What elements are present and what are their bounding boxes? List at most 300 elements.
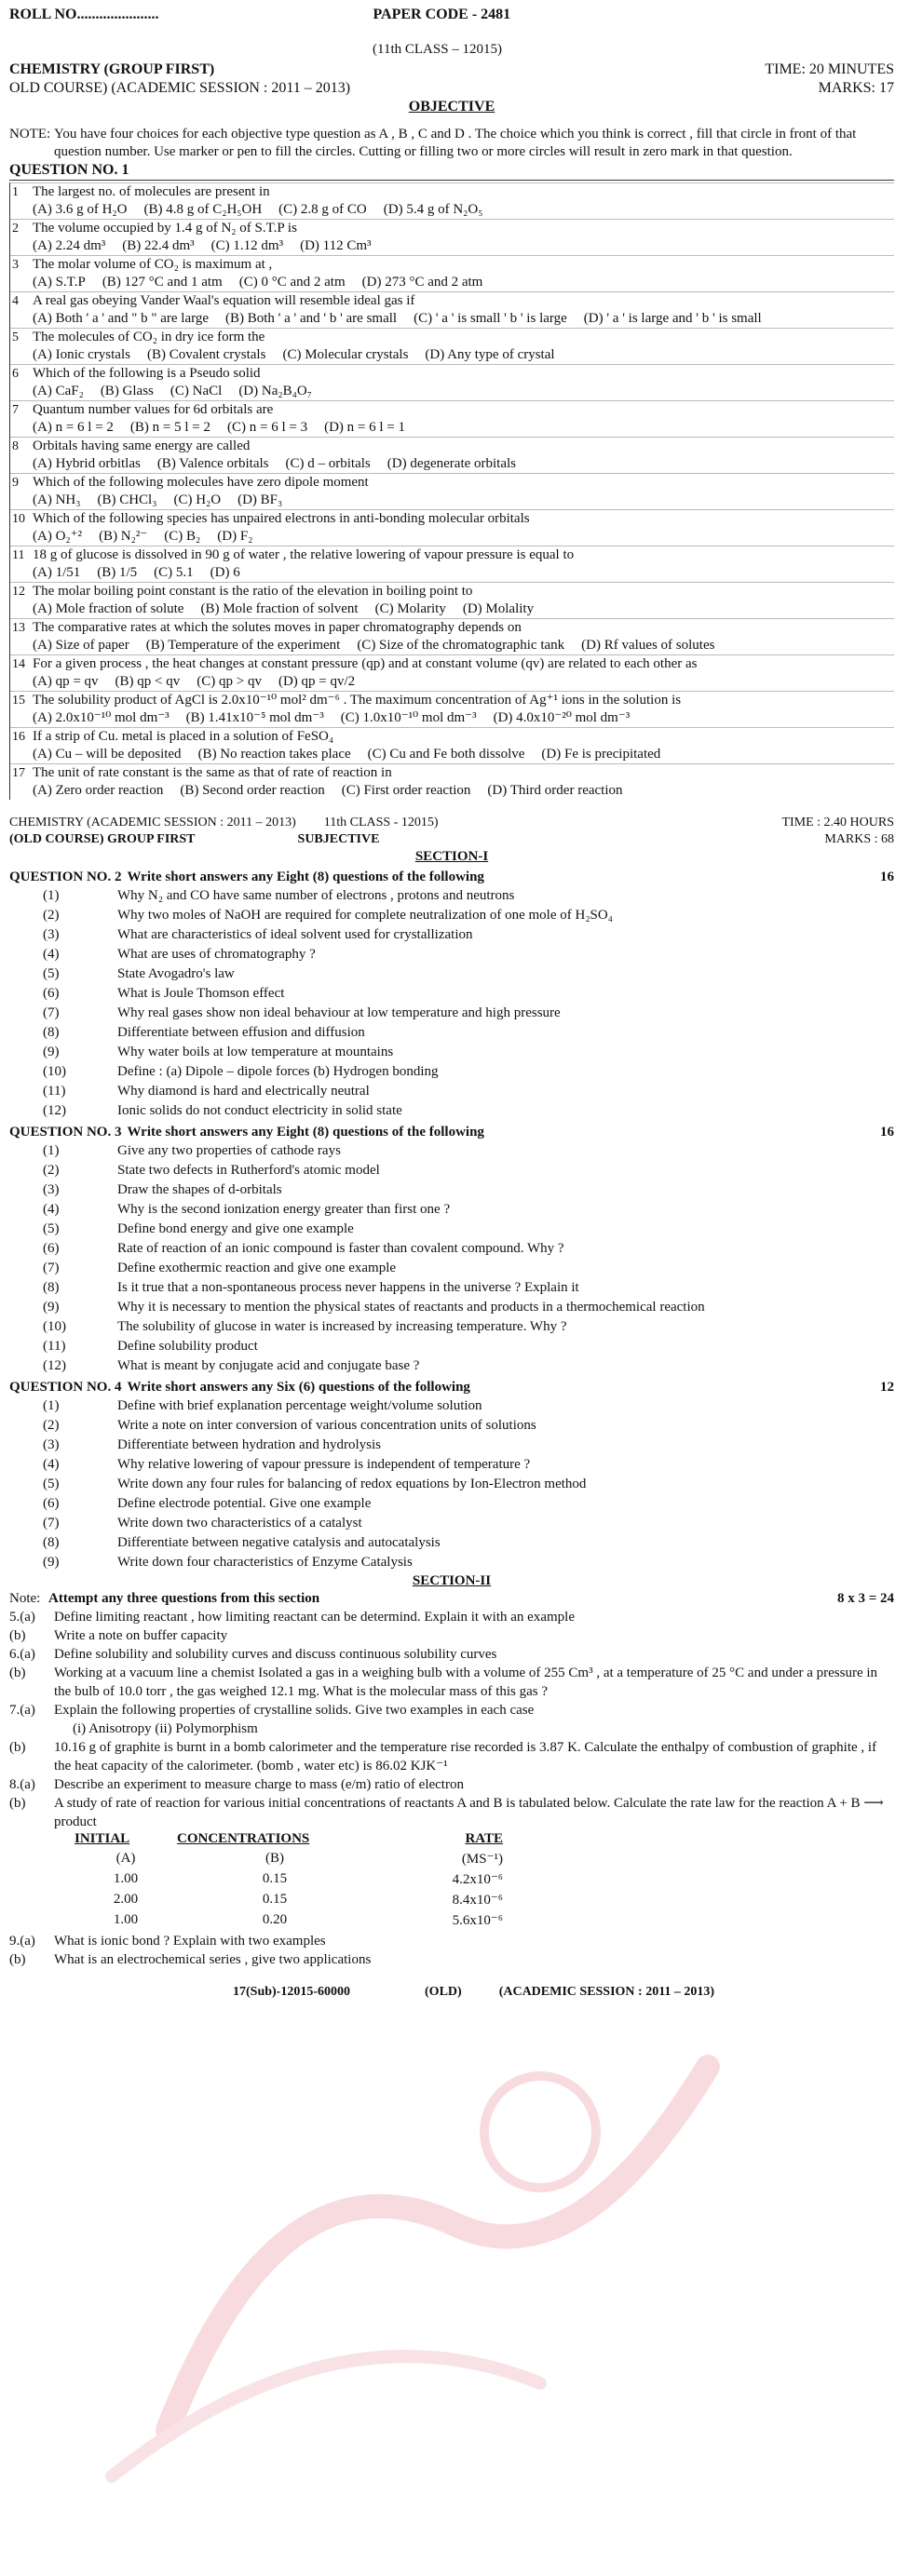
question-body bbox=[33, 510, 894, 546]
item-number: (11) bbox=[43, 1084, 66, 1099]
option: (A) 2.0x10⁻¹⁰ mol dm⁻³ bbox=[33, 710, 170, 725]
question-instruction: Write short answers any Eight (8) questions of the following bbox=[127, 870, 484, 884]
question-body bbox=[33, 692, 894, 727]
list-item bbox=[9, 945, 894, 964]
question-stem: The solubility product of AgCl is 2.0x10⁻¹⁰ mol² dm⁻⁶ . The maximum concentration of Ag⁺¹ ions in the solution is bbox=[33, 693, 682, 708]
question-body bbox=[33, 764, 894, 800]
table-cell: 0.15 bbox=[262, 1871, 288, 1886]
option: (D) 5.4 g of N₂O₅ bbox=[383, 202, 483, 217]
option: (B) Mole fraction of solvent bbox=[200, 601, 359, 616]
item-text: What is meant by conjugate acid and conjugate base ? bbox=[117, 1358, 420, 1373]
long-question bbox=[9, 1701, 894, 1720]
note bbox=[9, 126, 894, 161]
long-question-number: 8.(a) bbox=[9, 1777, 35, 1792]
question-heading bbox=[9, 868, 894, 886]
objective-question bbox=[10, 727, 894, 763]
question-stem: If a strip of Cu. metal is placed in a solution of FeSO₄ bbox=[33, 729, 334, 744]
list-item bbox=[9, 1356, 894, 1376]
list-item bbox=[9, 1082, 894, 1101]
list-item bbox=[9, 925, 894, 945]
item-number: (1) bbox=[43, 1398, 60, 1413]
table-header-rate: RATE bbox=[465, 1831, 503, 1846]
long-question-text: Describe an experiment to measure charge to mass (e/m) ratio of electron bbox=[54, 1777, 464, 1792]
option: (B) Valence orbitals bbox=[156, 456, 269, 471]
question-body bbox=[33, 438, 894, 473]
objective-question bbox=[10, 473, 894, 509]
option: (B) Glass bbox=[100, 384, 154, 398]
item-text: Why relative lowering of vapour pressure is independent of temperature ? bbox=[117, 1457, 531, 1472]
item-text: Why two moles of NaOH are required for complete neutralization of one mole of H₂SO₄ bbox=[117, 908, 613, 923]
option: (D) Molality bbox=[462, 601, 535, 616]
item-number: (1) bbox=[43, 888, 60, 903]
option: (D) Na₂B₄O₇ bbox=[238, 384, 312, 398]
option: (C) n = 6 l = 3 bbox=[227, 420, 308, 435]
header-class-row bbox=[9, 41, 894, 59]
long-question-number: (b) bbox=[9, 1628, 26, 1643]
table-cell: 0.20 bbox=[262, 1912, 288, 1927]
objective-question bbox=[10, 364, 894, 400]
question-number: 14 bbox=[12, 657, 25, 671]
list-item bbox=[9, 1416, 894, 1436]
option: (D) Fe is precipitated bbox=[541, 747, 661, 762]
option: (B) CHCl₃ bbox=[97, 492, 157, 507]
question-number: 4 bbox=[12, 294, 19, 308]
table-cell: 5.6x10⁻⁶ bbox=[452, 1913, 503, 1928]
item-number: (1) bbox=[43, 1143, 60, 1158]
table-row bbox=[75, 1891, 503, 1911]
item-text: Differentiate between negative catalysis and autocatalysis bbox=[117, 1535, 441, 1550]
item-number: (2) bbox=[43, 1418, 60, 1433]
option: (B) 127 °C and 1 atm bbox=[102, 275, 223, 290]
question-stem: The molecules of CO₂ in dry ice form the bbox=[33, 330, 265, 344]
table-sub-rate: (MS⁻¹) bbox=[461, 1852, 503, 1867]
option: (B) Covalent crystals bbox=[146, 347, 266, 362]
options-row bbox=[33, 528, 894, 546]
long-question-text: Write a note on buffer capacity bbox=[54, 1628, 228, 1643]
options-row bbox=[33, 419, 894, 437]
objective-question bbox=[10, 546, 894, 582]
question-body bbox=[33, 329, 894, 364]
question-label: QUESTION NO. 2 bbox=[9, 870, 122, 884]
question-body bbox=[33, 292, 894, 328]
item-number: (10) bbox=[43, 1319, 66, 1334]
item-number: (9) bbox=[43, 1555, 60, 1570]
item-text: Define bond energy and give one example bbox=[117, 1221, 354, 1236]
question-stem: Which of the following is a Pseudo solid bbox=[33, 366, 261, 381]
item-number: (7) bbox=[43, 1516, 60, 1531]
subjective-time: TIME : 2.40 HOURS bbox=[781, 816, 894, 829]
option: (B) N₂²⁻ bbox=[99, 529, 148, 544]
options-row bbox=[33, 637, 894, 654]
option: (C) 1.0x10⁻¹⁰ mol dm⁻³ bbox=[340, 710, 477, 725]
option: (B) n = 5 l = 2 bbox=[129, 420, 211, 435]
item-text: The solubility of glucose in water is increased by increasing temperature. Why ? bbox=[117, 1319, 567, 1334]
list-item bbox=[9, 964, 894, 984]
objective-question bbox=[10, 618, 894, 654]
long-question-number: 9.(a) bbox=[9, 1934, 35, 1949]
subjective-row-1 bbox=[9, 815, 894, 831]
option: (D) n = 6 l = 1 bbox=[324, 420, 406, 435]
list-item bbox=[9, 1180, 894, 1200]
subject: CHEMISTRY (GROUP FIRST) bbox=[9, 61, 215, 77]
option: (C) 1.12 dm³ bbox=[210, 238, 284, 253]
item-number: (5) bbox=[43, 966, 60, 981]
list-item bbox=[9, 1043, 894, 1062]
item-number: (11) bbox=[43, 1339, 66, 1354]
question-number: 3 bbox=[12, 258, 19, 272]
item-text: Is it true that a non-spontaneous process never happens in the universe ? Explain it bbox=[117, 1280, 579, 1295]
footer bbox=[9, 1984, 894, 2001]
option: (A) Zero order reaction bbox=[33, 783, 164, 798]
item-number: (10) bbox=[43, 1064, 66, 1079]
section-title-objective: OBJECTIVE bbox=[408, 99, 495, 115]
option: (D) 112 Cm³ bbox=[300, 238, 372, 253]
options-row bbox=[33, 383, 894, 400]
item-text: Rate of reaction of an ionic compound is faster than covalent compound. Why ? bbox=[117, 1241, 564, 1256]
option: (D) F₂ bbox=[217, 529, 253, 544]
question-stem: Which of the following molecules have zero dipole moment bbox=[33, 475, 369, 490]
section-2-note-label: Note: bbox=[9, 1591, 41, 1606]
options-row bbox=[33, 673, 894, 691]
long-question-text: (i) Anisotropy (ii) Polymorphism bbox=[73, 1721, 258, 1736]
question-number: 17 bbox=[12, 766, 25, 780]
list-item bbox=[9, 1239, 894, 1259]
question-body bbox=[33, 401, 894, 437]
option: (A) qp = qv bbox=[33, 674, 99, 689]
long-question bbox=[9, 1608, 894, 1626]
options-row bbox=[33, 346, 894, 364]
long-question-number: (b) bbox=[9, 1952, 26, 1967]
table-header-concentrations: CONCENTRATIONS bbox=[177, 1831, 310, 1846]
question-body bbox=[33, 183, 894, 219]
option: (D) 273 °C and 2 atm bbox=[361, 275, 483, 290]
long-question bbox=[9, 1720, 894, 1738]
item-number: (12) bbox=[43, 1358, 66, 1373]
class-line: (11th CLASS – 12015) bbox=[373, 42, 503, 57]
option: (C) qp > qv bbox=[197, 674, 262, 689]
footer-old: (OLD) bbox=[425, 1985, 462, 1999]
long-question-number: (b) bbox=[9, 1666, 26, 1680]
item-number: (6) bbox=[43, 1241, 60, 1256]
long-question bbox=[9, 1738, 894, 1775]
option: (D) ' a ' is large and ' b ' is small bbox=[583, 311, 762, 326]
item-text: Write down four characteristics of Enzyme Catalysis bbox=[117, 1555, 413, 1570]
objective-question bbox=[10, 437, 894, 473]
question-stem: Quantum number values for 6d orbitals are bbox=[33, 402, 274, 417]
objective-question bbox=[10, 763, 894, 800]
option: (B) 22.4 dm³ bbox=[122, 238, 195, 253]
option: (A) n = 6 l = 2 bbox=[33, 420, 114, 435]
item-number: (3) bbox=[43, 1437, 60, 1452]
table-header-initial: INITIAL bbox=[75, 1831, 130, 1846]
list-item bbox=[9, 1317, 894, 1337]
question-number: 9 bbox=[12, 476, 19, 490]
list-item bbox=[9, 1023, 894, 1043]
table-cell: 0.15 bbox=[262, 1892, 288, 1907]
options-row bbox=[33, 310, 894, 328]
option: (A) Size of paper bbox=[33, 638, 129, 653]
option: (A) Mole fraction of solute bbox=[33, 601, 184, 616]
options-row bbox=[33, 782, 894, 800]
question-heading bbox=[9, 1378, 894, 1396]
question-stem: The molar volume of CO₂ is maximum at , bbox=[33, 257, 273, 272]
item-text: Differentiate between hydration and hydrolysis bbox=[117, 1437, 381, 1452]
option: (D) 6 bbox=[210, 565, 240, 580]
table-sub-b: (B) bbox=[265, 1851, 284, 1866]
question-marks: 12 bbox=[880, 1380, 894, 1395]
question-heading bbox=[9, 1123, 894, 1141]
objective-question bbox=[10, 291, 894, 328]
item-number: (4) bbox=[43, 1202, 60, 1217]
option: (A) O₂⁺² bbox=[33, 529, 83, 544]
subjective-title: SUBJECTIVE bbox=[297, 832, 380, 846]
rate-table-subheader bbox=[75, 1850, 503, 1870]
item-number: (6) bbox=[43, 1496, 60, 1511]
question-number: 7 bbox=[12, 403, 19, 417]
long-question-number: 6.(a) bbox=[9, 1647, 35, 1662]
question-stem: Orbitals having same energy are called bbox=[33, 438, 251, 453]
options-row bbox=[33, 201, 894, 219]
section-2-last-question bbox=[9, 1932, 894, 1969]
item-text: Why is the second ionization energy greater than first one ? bbox=[117, 1202, 451, 1217]
item-number: (2) bbox=[43, 908, 60, 923]
long-question-number: (b) bbox=[9, 1740, 26, 1755]
item-text: What are uses of chromatography ? bbox=[117, 947, 316, 962]
long-question-text: Working at a vacuum line a chemist Isolated a gas in a weighing bulb with a volume of 255 Cm³ , at a temperature of 25 °C and under a pressure in the bulb of 10.0 torr , the gas weighed 12.1 mg. What is the molecular mass of this gas ? bbox=[54, 1666, 878, 1699]
list-item bbox=[9, 1533, 894, 1553]
question-label: QUESTION NO. 4 bbox=[9, 1380, 122, 1395]
item-text: Write down any four rules for balancing of redox equations by Ion-Electron method bbox=[117, 1477, 587, 1491]
item-text: Why N₂ and CO have same number of electrons , protons and neutrons bbox=[117, 888, 515, 903]
item-number: (8) bbox=[43, 1025, 60, 1040]
watermark-seal bbox=[56, 1992, 764, 2514]
item-text: What are characteristics of ideal solvent used for crystallization bbox=[117, 927, 473, 942]
options-row bbox=[33, 455, 894, 473]
rate-table bbox=[75, 1831, 503, 1932]
question-number: 12 bbox=[12, 585, 25, 599]
list-item bbox=[9, 906, 894, 925]
long-question-number: 5.(a) bbox=[9, 1610, 35, 1625]
note-label: NOTE: bbox=[9, 127, 51, 142]
section-2-title: SECTION-II bbox=[412, 1573, 492, 1588]
section-2-note-text: Attempt any three questions from this section bbox=[48, 1591, 320, 1606]
long-question bbox=[9, 1664, 894, 1701]
item-number: (5) bbox=[43, 1477, 60, 1491]
objective-time: TIME: 20 MINUTES bbox=[765, 61, 894, 77]
list-item bbox=[9, 1101, 894, 1121]
item-number: (2) bbox=[43, 1163, 60, 1178]
question-1-label: QUESTION NO. 1 bbox=[9, 161, 894, 181]
list-item bbox=[9, 984, 894, 1004]
section-2-note bbox=[9, 1590, 894, 1608]
item-number: (9) bbox=[43, 1300, 60, 1315]
option: (B) 4.8 g of C₂H₅OH bbox=[143, 202, 263, 217]
table-cell: 8.4x10⁻⁶ bbox=[452, 1893, 503, 1908]
table-cell: 1.00 bbox=[113, 1871, 139, 1886]
list-item bbox=[9, 1200, 894, 1220]
exam-paper bbox=[9, 6, 894, 2001]
question-body bbox=[33, 546, 894, 582]
option: (A) 2.24 dm³ bbox=[33, 238, 106, 253]
footer-code: 17(Sub)-12015-60000 bbox=[233, 1985, 351, 1999]
item-text: Why it is necessary to mention the physical states of reactants and products in a thermochemical reaction bbox=[117, 1300, 705, 1315]
long-question-text: Define limiting reactant , how limiting reactant can be determind. Explain it with an example bbox=[54, 1610, 575, 1625]
item-text: Define : (a) Dipole – dipole forces (b) Hydrogen bonding bbox=[117, 1064, 439, 1079]
options-row bbox=[33, 564, 894, 582]
item-number: (7) bbox=[43, 1261, 60, 1275]
header-top bbox=[9, 6, 894, 24]
item-text: Why real gases show non ideal behaviour at low temperature and high pressure bbox=[117, 1005, 561, 1020]
list-item bbox=[9, 1220, 894, 1239]
option: (B) No reaction takes place bbox=[197, 747, 351, 762]
section-1-title: SECTION-I bbox=[414, 849, 489, 864]
option: (D) qp = qv/2 bbox=[278, 674, 356, 689]
item-text: What is Joule Thomson effect bbox=[117, 986, 285, 1001]
question-stem: The comparative rates at which the solutes moves in paper chromatography depends on bbox=[33, 620, 522, 635]
list-item bbox=[9, 1475, 894, 1494]
footer-session: (ACADEMIC SESSION : 2011 – 2013) bbox=[498, 1985, 715, 1999]
long-question-text: What is ionic bond ? Explain with two examples bbox=[54, 1934, 326, 1949]
list-item bbox=[9, 1494, 894, 1514]
option: (D) Any type of crystal bbox=[425, 347, 555, 362]
option: (B) Second order reaction bbox=[180, 783, 325, 798]
paper-code: PAPER CODE - 2481 bbox=[373, 7, 511, 22]
option: (D) degenerate orbitals bbox=[387, 456, 517, 471]
list-item bbox=[9, 1161, 894, 1180]
table-cell: 4.2x10⁻⁶ bbox=[452, 1872, 503, 1887]
option: (C) First order reaction bbox=[341, 783, 471, 798]
subjective-course: (OLD COURSE) GROUP FIRST bbox=[9, 832, 196, 846]
item-text: Write a note on inter conversion of various concentration units of solutions bbox=[117, 1418, 536, 1433]
long-question bbox=[9, 1794, 894, 1831]
item-text: Define with brief explanation percentage weight/volume solution bbox=[117, 1398, 482, 1413]
question-number: 8 bbox=[12, 439, 19, 453]
item-number: (6) bbox=[43, 986, 60, 1001]
option: (C) Molarity bbox=[374, 601, 446, 616]
question-number: 2 bbox=[12, 222, 19, 236]
item-text: Draw the shapes of d-orbitals bbox=[117, 1182, 282, 1197]
list-item bbox=[9, 1278, 894, 1298]
question-stem: The unit of rate constant is the same as that of rate of reaction in bbox=[33, 765, 392, 780]
objective-question bbox=[10, 654, 894, 691]
objective-question bbox=[10, 182, 894, 219]
option: (C) 5.1 bbox=[154, 565, 194, 580]
table-cell: 1.00 bbox=[113, 1912, 139, 1927]
long-question bbox=[9, 1626, 894, 1645]
question-number: 1 bbox=[12, 185, 19, 199]
objective-question bbox=[10, 219, 894, 255]
item-text: Define exothermic reaction and give one example bbox=[117, 1261, 397, 1275]
question-3 bbox=[9, 1123, 894, 1376]
item-text: Differentiate between effusion and diffusion bbox=[117, 1025, 365, 1040]
course: OLD COURSE) (ACADEMIC SESSION : 2011 – 2013) bbox=[9, 80, 351, 96]
question-stem: For a given process , the heat changes at constant pressure (qp) and at constant volume (qv) are related to each other as bbox=[33, 656, 698, 671]
question-instruction: Write short answers any Eight (8) questions of the following bbox=[127, 1125, 484, 1140]
question-body bbox=[33, 728, 894, 763]
list-item bbox=[9, 1455, 894, 1475]
option: (C) Molecular crystals bbox=[282, 347, 409, 362]
options-row bbox=[33, 600, 894, 618]
options-row bbox=[33, 709, 894, 727]
option: (C) Cu and Fe both dissolve bbox=[367, 747, 525, 762]
list-item bbox=[9, 1141, 894, 1161]
question-number: 5 bbox=[12, 330, 19, 344]
long-question bbox=[9, 1645, 894, 1664]
option: (B) 1/5 bbox=[97, 565, 138, 580]
option: (D) Third order reaction bbox=[487, 783, 623, 798]
table-row bbox=[75, 1870, 503, 1891]
long-question bbox=[9, 1775, 894, 1794]
list-item bbox=[9, 886, 894, 906]
option: (A) Hybrid orbitlas bbox=[33, 456, 141, 471]
long-question-text: What is an electrochemical series , give two applications bbox=[54, 1952, 372, 1967]
option: (A) 1/51 bbox=[33, 565, 81, 580]
subjective-subject: CHEMISTRY (ACADEMIC SESSION : 2011 – 2013) bbox=[9, 816, 296, 829]
option: (C) Size of the chromatographic tank bbox=[357, 638, 565, 653]
question-body bbox=[33, 474, 894, 509]
question-body bbox=[33, 619, 894, 654]
long-question-number: (b) bbox=[9, 1796, 26, 1811]
item-number: (4) bbox=[43, 947, 60, 962]
header-course-row bbox=[9, 79, 894, 98]
question-marks: 16 bbox=[880, 870, 894, 884]
item-text: Why diamond is hard and electrically neutral bbox=[117, 1084, 370, 1099]
question-stem: The largest no. of molecules are present in bbox=[33, 184, 270, 199]
table-row bbox=[75, 1911, 503, 1932]
item-text: Ionic solids do not conduct electricity in solid state bbox=[117, 1103, 402, 1118]
note-text: You have four choices for each objective type question as A , B , C and D . The choice which you think is correct , fill that circle in front of that question number. Use marker or pen to fill the circles. Cutting or filling two or more circles will result in zero mark in that question. bbox=[54, 127, 857, 159]
option: (D) 4.0x10⁻²⁰ mol dm⁻³ bbox=[493, 710, 631, 725]
item-text: Define solubility product bbox=[117, 1339, 258, 1354]
question-4 bbox=[9, 1378, 894, 1572]
spacer bbox=[484, 868, 880, 886]
option: (A) Ionic crystals bbox=[33, 347, 130, 362]
options-row bbox=[33, 237, 894, 255]
item-text: State Avogadro's law bbox=[117, 966, 235, 981]
question-label: QUESTION NO. 3 bbox=[9, 1125, 122, 1140]
table-cell: 2.00 bbox=[113, 1892, 139, 1907]
list-item bbox=[9, 1062, 894, 1082]
item-number: (8) bbox=[43, 1535, 60, 1550]
option: (C) d – orbitals bbox=[285, 456, 371, 471]
question-2 bbox=[9, 868, 894, 1121]
option: (A) CaF₂ bbox=[33, 384, 84, 398]
rate-table-header bbox=[75, 1831, 503, 1850]
section-2-questions bbox=[9, 1608, 894, 1831]
option: (B) 1.41x10⁻⁵ mol dm⁻³ bbox=[185, 710, 324, 725]
list-item bbox=[9, 1396, 894, 1416]
table-sub-a: (A) bbox=[115, 1851, 136, 1866]
long-question-number: 7.(a) bbox=[9, 1703, 35, 1718]
subjective-marks: MARKS : 68 bbox=[824, 832, 894, 846]
objective-marks: MARKS: 17 bbox=[818, 80, 894, 96]
question-number: 13 bbox=[12, 621, 25, 635]
question-body bbox=[33, 365, 894, 400]
long-question-text: Define solubility and solubility curves and discuss continuous solubility curves bbox=[54, 1647, 497, 1662]
item-text: Give any two properties of cathode rays bbox=[117, 1143, 341, 1158]
item-number: (4) bbox=[43, 1457, 60, 1472]
item-text: Define electrode potential. Give one example bbox=[117, 1496, 372, 1511]
option: (A) Cu – will be deposited bbox=[33, 747, 182, 762]
subjective-header bbox=[9, 815, 894, 866]
item-text: Write down two characteristics of a catalyst bbox=[117, 1516, 362, 1531]
option: (C) 0 °C and 2 atm bbox=[238, 275, 346, 290]
objective-question bbox=[10, 509, 894, 546]
roll-no: ROLL NO...................... bbox=[9, 7, 159, 22]
question-marks: 16 bbox=[880, 1125, 894, 1140]
question-stem: The volume occupied by 1.4 g of N₂ of S.T.P is bbox=[33, 221, 297, 236]
long-question-number bbox=[28, 1720, 73, 1738]
